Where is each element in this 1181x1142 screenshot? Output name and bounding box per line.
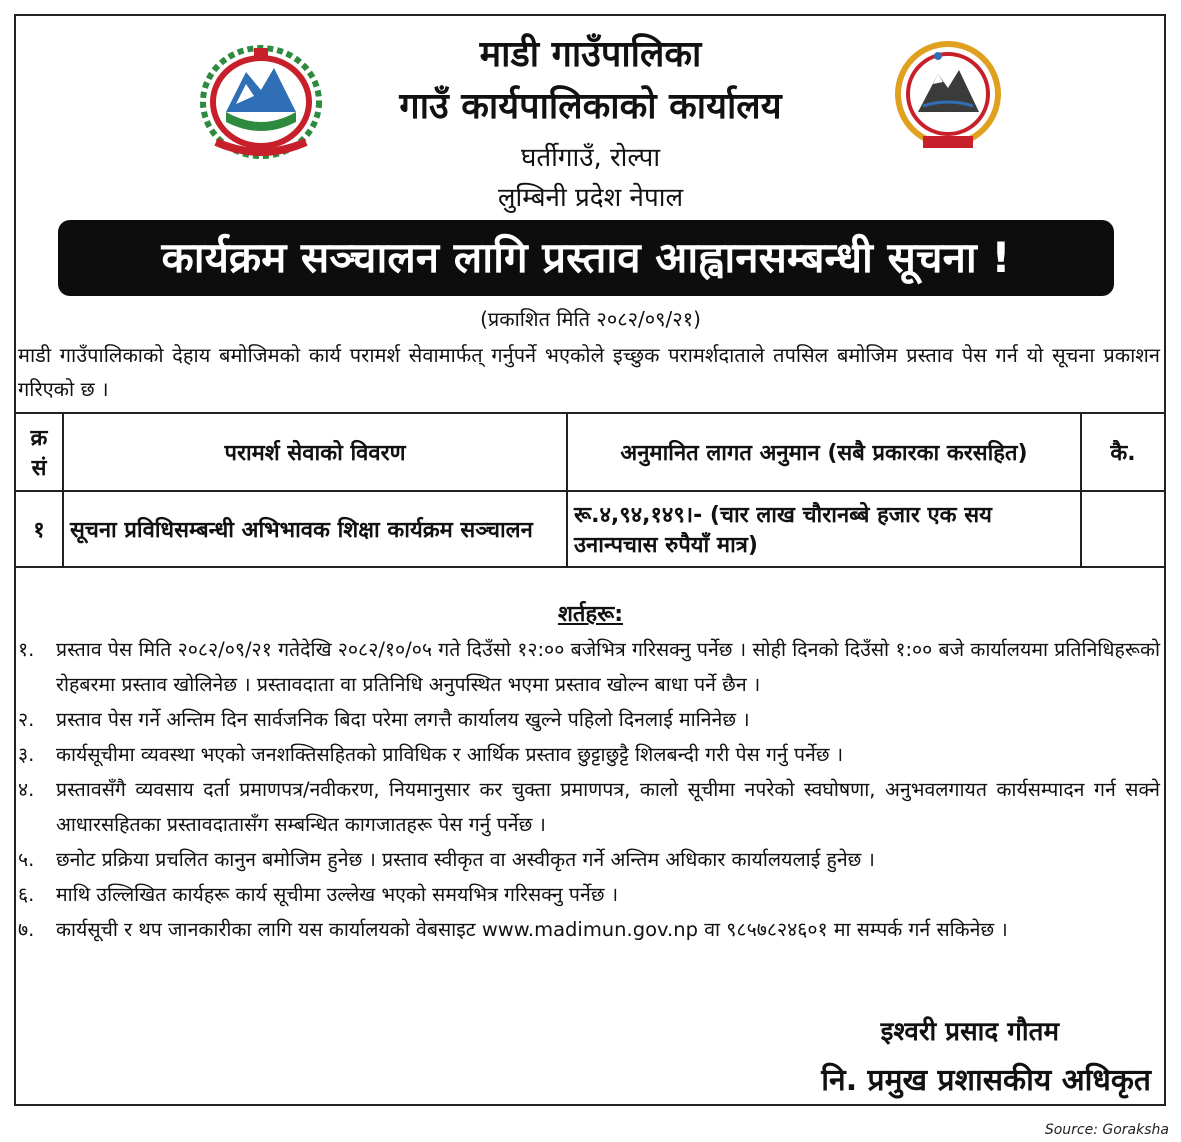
office-name: माडी गाउँपालिका	[479, 34, 702, 75]
header-sn: क्र सं	[15, 413, 63, 491]
condition-text: कार्यसूचीमा व्यवस्था भएको जनशक्तिसहितको प्राविधिक र आर्थिक प्रस्ताव छुट्टाछुट्टै शिलबन्दी गरी पेस गर्नु पर्नेछ ।	[56, 743, 844, 766]
condition-item	[18, 737, 1160, 772]
condition-item	[18, 772, 1160, 842]
condition-text: प्रस्ताव पेस मिति २०८२/०९/२१ गतेदेखि २०८२/१०/०५ गते दिउँसो १२:०० बजेभित्र गरिसक्नु पर्नेछ । सोही दिनको दिउँसो १:०० बजे कार्यालयमा प्रतिनिधिहरूको रोहबरमा प्रस्ताव खोलिनेछ । प्रस्तावदाता वा प्रतिनिधि अनुपस्थित भएमा प्रस्ताव खोल्न बाधा पर्ने छैन ।	[56, 638, 1160, 696]
condition-item	[18, 702, 1160, 737]
condition-text: प्रस्ताव पेस गर्ने अन्तिम दिन सार्वजनिक बिदा परेमा लगत्तै कार्यालय खुल्ने पहिलो दिनलाई मानिनेछ ।	[56, 708, 750, 731]
cell-sn: १	[15, 491, 63, 567]
condition-number: ५.	[18, 848, 35, 871]
condition-number: १.	[18, 638, 35, 661]
header-description: परामर्श सेवाको विवरण	[63, 413, 567, 491]
condition-text: प्रस्तावसँगै व्यवसाय दर्ता प्रमाणपत्र/नवीकरण, नियमानुसार कर चुक्ता प्रमाणपत्र, कालो सूचीमा नपरेको स्वघोषणा, अनुभवलगायत कार्यसम्पादन गर्न सक्ने आधारसहितका प्रस्तावदातासँग सम्बन्धित कागजातहरू पेस गर्नु पर्नेछ ।	[56, 778, 1160, 836]
condition-number: ३.	[18, 743, 35, 766]
conditions-list	[18, 632, 1160, 947]
table-row	[15, 491, 1165, 567]
source-credit: Source: Goraksha	[1044, 1122, 1169, 1138]
condition-number: ४.	[18, 778, 35, 801]
service-table	[14, 412, 1166, 568]
notice-title-banner: कार्यक्रम सञ्चालन लागि प्रस्ताव आह्वानसम्बन्धी सूचना !	[58, 220, 1114, 296]
cell-description: सूचना प्रविधिसम्बन्धी अभिभावक शिक्षा कार्यक्रम सञ्चालन	[63, 491, 567, 567]
condition-text: छनोट प्रक्रिया प्रचलित कानुन बमोजिम हुनेछ । प्रस्ताव स्वीकृत वा अस्वीकृत गर्ने अन्तिम अधिकार कार्यालयलाई हुनेछ ।	[56, 848, 875, 871]
cell-remarks	[1081, 491, 1165, 567]
signatory-title: नि. प्रमुख प्रशासकीय अधिकृत	[821, 1063, 1151, 1098]
condition-item	[18, 912, 1160, 947]
condition-item	[18, 632, 1160, 702]
header-remarks: कै.	[1081, 413, 1165, 491]
published-date: (प्रकाशित मिति २०८२/०९/२१)	[480, 307, 701, 331]
office-subtitle: गाउँ कार्यपालिकाको कार्यालय	[399, 86, 782, 127]
address-line-2: लुम्बिनी प्रदेश नेपाल	[497, 183, 684, 213]
condition-text: माथि उल्लिखित कार्यहरू कार्य सूचीमा उल्लेख भएको समयभित्र गरिसक्नु पर्नेछ ।	[56, 883, 619, 906]
condition-number: ६.	[18, 883, 35, 906]
condition-item	[18, 877, 1160, 912]
header-cost: अनुमानित लागत अनुमान (सबै प्रकारका करसहित)	[567, 413, 1081, 491]
address-line-1: घर्तीगाउँ, रोल्पा	[520, 143, 661, 173]
cell-cost: रू.४,९४,१४९।- (चार लाख चौरानब्बे हजार एक सय उनान्पचास रुपैयाँ मात्र)	[567, 491, 1081, 567]
condition-text: कार्यसूची र थप जानकारीका लागि यस कार्यालयको वेबसाइट www.madimun.gov.np वा ९८५७८२४६०१ मा सम्पर्क गर्न सकिनेछ ।	[56, 918, 1008, 941]
condition-number: २.	[18, 708, 35, 731]
condition-number: ७.	[18, 918, 35, 941]
table-header-row	[15, 413, 1165, 491]
signatory-name: इश्वरी प्रसाद गौतम	[880, 1017, 1059, 1047]
intro-paragraph: माडी गाउँपालिकाको देहाय बमोजिमको कार्य परामर्श सेवामार्फत् गर्नुपर्ने भएकोले इच्छुक परामर्शदाताले तपसिल बमोजिम प्रस्ताव पेस गर्न यो सूचना प्रकाशन गरिएको छ ।	[18, 343, 1160, 401]
condition-item	[18, 842, 1160, 877]
conditions-title: शर्तहरू:	[557, 602, 624, 627]
